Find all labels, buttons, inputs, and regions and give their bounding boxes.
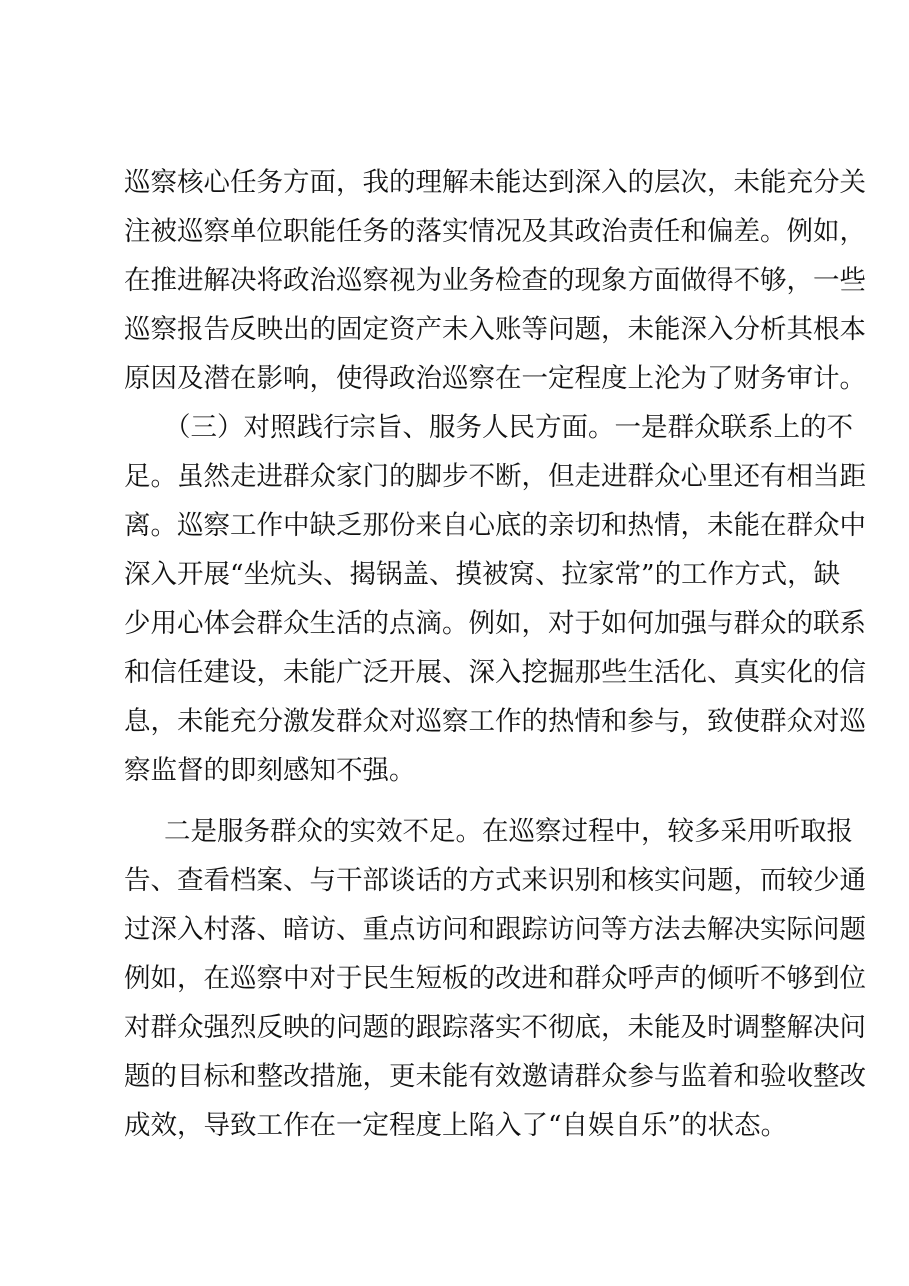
text-line: 深入开展“坐炕头、揭锅盖、摸被窝、拉家常”的工作方式，缺 (124, 559, 841, 590)
text-line: 原因及潜在影响，使得政治巡察在一定程度上沦为了财务审计。 (124, 363, 866, 394)
text-line: 在推进解决将政治巡察视为业务检查的现象方面做得不够，一些 (124, 265, 866, 296)
text-line: 过深入村落、暗访、重点访问和跟踪访问等方法去解决实际问题 (124, 914, 866, 945)
text-line: 告、查看档案、与干部谈话的方式来识别和核实问题，而较少通 (124, 865, 866, 896)
text-line: 足。虽然走进群众家门的脚步不断，但走进群众心里还有相当距 (124, 461, 866, 492)
text-line: 巡察报告反映出的固定资产未入账等问题，未能深入分析其根本 (124, 314, 866, 345)
section-heading-line: （三）对照践行宗旨、服务人民方面。一是群众联系上的不 (164, 412, 853, 443)
text-line: 注被巡察单位职能任务的落实情况及其政治责任和偏差。例如， (124, 216, 866, 247)
text-line: 成效，导致工作在一定程度上陷入了“自娱自乐”的状态。 (124, 1110, 788, 1141)
text-line: 例如，在巡察中对于民生短板的改进和群众呼声的倾听不够到位 (124, 963, 866, 994)
text-line: 息，未能充分激发群众对巡察工作的热情和参与，致使群众对巡 (124, 706, 866, 737)
text-line: 离。巡察工作中缺乏那份来自心底的亲切和热情，未能在群众中 (124, 510, 866, 541)
text-line: 察监督的即刻感知不强。 (124, 755, 416, 786)
text-line: 巡察核心任务方面，我的理解未能达到深入的层次，未能充分关 (124, 167, 866, 198)
text-line: 题的目标和整改措施，更未能有效邀请群众参与监着和验收整改 (124, 1061, 866, 1092)
paragraph-start-line: 二是服务群众的实效不足。在巡察过程中，较多采用听取报 (164, 816, 853, 847)
text-line: 少用心体会群众生活的点滴。例如，对于如何加强与群众的联系 (124, 608, 866, 639)
text-line: 对群众强烈反映的问题的跟踪落实不彻底，未能及时调整解决问 (124, 1012, 866, 1043)
text-line: 和信任建设，未能广泛开展、深入挖掘那些生活化、真实化的信 (124, 657, 866, 688)
